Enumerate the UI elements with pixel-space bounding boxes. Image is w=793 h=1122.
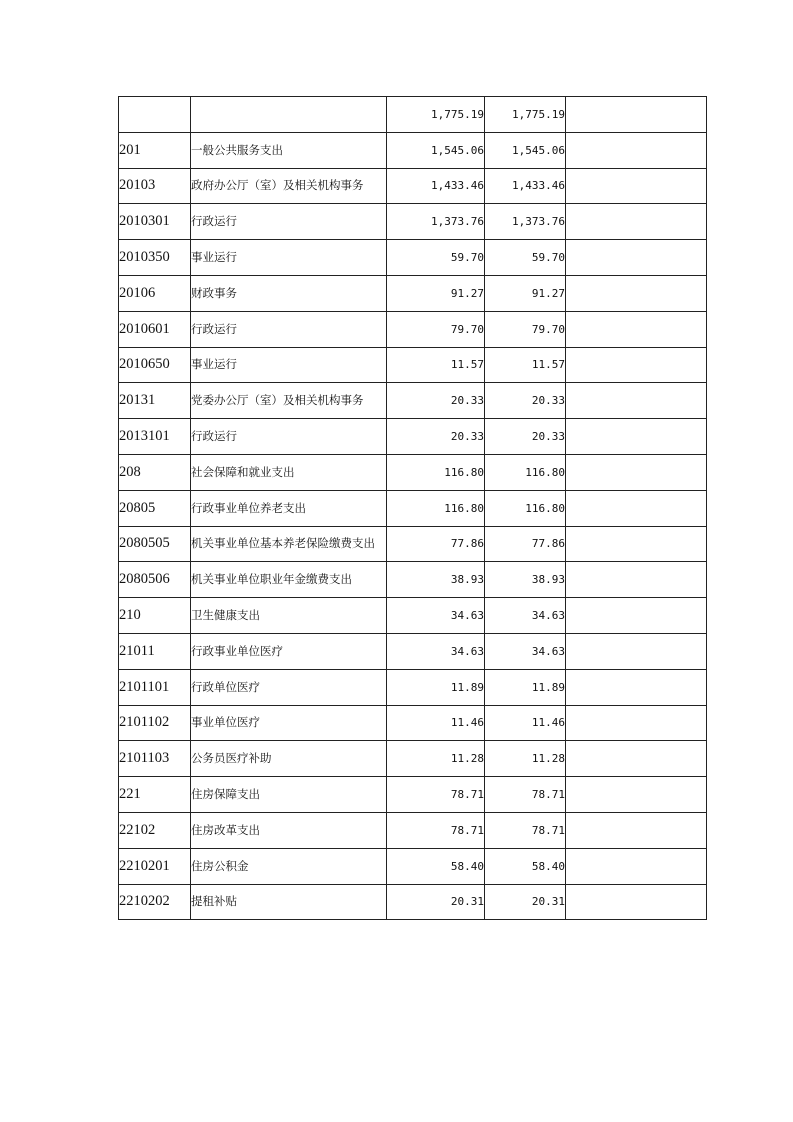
subject-code-cell: 2101102 <box>119 705 191 741</box>
subject-name-cell: 事业单位医疗 <box>191 705 387 741</box>
subject-code-cell: 20805 <box>119 490 191 526</box>
subject-name-cell: 行政运行 <box>191 419 387 455</box>
subject-code-cell: 20106 <box>119 275 191 311</box>
basic-expenditure-cell: 11.57 <box>485 347 566 383</box>
table-row <box>119 419 707 455</box>
subject-code-cell: 21011 <box>119 633 191 669</box>
basic-expenditure-cell: 34.63 <box>485 633 566 669</box>
basic-expenditure-cell: 78.71 <box>485 777 566 813</box>
project-expenditure-cell <box>566 526 707 562</box>
subject-code-cell <box>119 97 191 133</box>
project-expenditure-cell <box>566 741 707 777</box>
subject-code-cell: 2080505 <box>119 526 191 562</box>
table-row <box>119 347 707 383</box>
project-expenditure-cell <box>566 275 707 311</box>
total-amount-cell: 59.70 <box>387 240 485 276</box>
subject-name-cell <box>191 97 387 133</box>
subject-name-cell: 政府办公厅（室）及相关机构事务 <box>191 168 387 204</box>
subject-name-cell: 事业运行 <box>191 240 387 276</box>
basic-expenditure-cell: 59.70 <box>485 240 566 276</box>
project-expenditure-cell <box>566 848 707 884</box>
total-amount-cell: 78.71 <box>387 777 485 813</box>
basic-expenditure-cell: 11.46 <box>485 705 566 741</box>
subject-name-cell: 住房公积金 <box>191 848 387 884</box>
table-row <box>119 633 707 669</box>
project-expenditure-cell <box>566 884 707 920</box>
table-row <box>119 669 707 705</box>
subject-code-cell: 2010650 <box>119 347 191 383</box>
project-expenditure-cell <box>566 705 707 741</box>
subject-name-cell: 行政事业单位养老支出 <box>191 490 387 526</box>
total-amount-cell: 1,433.46 <box>387 168 485 204</box>
table-body <box>119 97 707 920</box>
total-amount-cell: 11.28 <box>387 741 485 777</box>
basic-expenditure-cell: 1,545.06 <box>485 132 566 168</box>
subject-name-cell: 行政事业单位医疗 <box>191 633 387 669</box>
table-row <box>119 777 707 813</box>
project-expenditure-cell <box>566 812 707 848</box>
basic-expenditure-cell: 34.63 <box>485 598 566 634</box>
basic-expenditure-cell: 79.70 <box>485 311 566 347</box>
basic-expenditure-cell: 11.28 <box>485 741 566 777</box>
basic-expenditure-cell: 20.33 <box>485 419 566 455</box>
total-amount-cell: 116.80 <box>387 454 485 490</box>
table-row <box>119 168 707 204</box>
project-expenditure-cell <box>566 311 707 347</box>
subject-code-cell: 20103 <box>119 168 191 204</box>
table-row <box>119 383 707 419</box>
project-expenditure-cell <box>566 383 707 419</box>
basic-expenditure-cell: 1,775.19 <box>485 97 566 133</box>
subject-name-cell: 提租补贴 <box>191 884 387 920</box>
basic-expenditure-cell: 38.93 <box>485 562 566 598</box>
subject-name-cell: 机关事业单位职业年金缴费支出 <box>191 562 387 598</box>
total-amount-cell: 11.89 <box>387 669 485 705</box>
total-amount-cell: 77.86 <box>387 526 485 562</box>
basic-expenditure-cell: 78.71 <box>485 812 566 848</box>
basic-expenditure-cell: 116.80 <box>485 454 566 490</box>
subject-name-cell: 卫生健康支出 <box>191 598 387 634</box>
subject-name-cell: 行政单位医疗 <box>191 669 387 705</box>
subject-code-cell: 2010601 <box>119 311 191 347</box>
table-row <box>119 741 707 777</box>
total-amount-cell: 11.46 <box>387 705 485 741</box>
subject-name-cell: 社会保障和就业支出 <box>191 454 387 490</box>
subject-code-cell: 22102 <box>119 812 191 848</box>
total-amount-cell: 20.33 <box>387 383 485 419</box>
total-amount-cell: 1,775.19 <box>387 97 485 133</box>
basic-expenditure-cell: 20.31 <box>485 884 566 920</box>
project-expenditure-cell <box>566 777 707 813</box>
table-row <box>119 97 707 133</box>
basic-expenditure-cell: 91.27 <box>485 275 566 311</box>
subject-name-cell: 行政运行 <box>191 204 387 240</box>
total-amount-cell: 11.57 <box>387 347 485 383</box>
table-row <box>119 705 707 741</box>
table-row <box>119 132 707 168</box>
subject-code-cell: 210 <box>119 598 191 634</box>
project-expenditure-cell <box>566 633 707 669</box>
table-row <box>119 884 707 920</box>
total-amount-cell: 20.31 <box>387 884 485 920</box>
total-amount-cell: 58.40 <box>387 848 485 884</box>
project-expenditure-cell <box>566 168 707 204</box>
project-expenditure-cell <box>566 97 707 133</box>
subject-code-cell: 201 <box>119 132 191 168</box>
total-amount-cell: 34.63 <box>387 633 485 669</box>
table-row <box>119 848 707 884</box>
basic-expenditure-cell: 58.40 <box>485 848 566 884</box>
table-row <box>119 812 707 848</box>
total-amount-cell: 78.71 <box>387 812 485 848</box>
subject-name-cell: 党委办公厅（室）及相关机构事务 <box>191 383 387 419</box>
project-expenditure-cell <box>566 669 707 705</box>
basic-expenditure-cell: 20.33 <box>485 383 566 419</box>
total-amount-cell: 1,373.76 <box>387 204 485 240</box>
subject-code-cell: 2210201 <box>119 848 191 884</box>
subject-code-cell: 20131 <box>119 383 191 419</box>
subject-name-cell: 机关事业单位基本养老保险缴费支出 <box>191 526 387 562</box>
subject-code-cell: 2010350 <box>119 240 191 276</box>
project-expenditure-cell <box>566 347 707 383</box>
subject-name-cell: 财政事务 <box>191 275 387 311</box>
project-expenditure-cell <box>566 240 707 276</box>
total-amount-cell: 79.70 <box>387 311 485 347</box>
project-expenditure-cell <box>566 490 707 526</box>
subject-code-cell: 2013101 <box>119 419 191 455</box>
table-row <box>119 311 707 347</box>
subject-name-cell: 行政运行 <box>191 311 387 347</box>
subject-code-cell: 2010301 <box>119 204 191 240</box>
subject-name-cell: 住房保障支出 <box>191 777 387 813</box>
total-amount-cell: 91.27 <box>387 275 485 311</box>
basic-expenditure-cell: 1,433.46 <box>485 168 566 204</box>
project-expenditure-cell <box>566 419 707 455</box>
total-amount-cell: 1,545.06 <box>387 132 485 168</box>
project-expenditure-cell <box>566 454 707 490</box>
total-amount-cell: 20.33 <box>387 419 485 455</box>
project-expenditure-cell <box>566 598 707 634</box>
subject-code-cell: 221 <box>119 777 191 813</box>
total-amount-cell: 116.80 <box>387 490 485 526</box>
project-expenditure-cell <box>566 132 707 168</box>
table-row <box>119 526 707 562</box>
expenditure-table <box>118 96 707 920</box>
subject-code-cell: 208 <box>119 454 191 490</box>
subject-code-cell: 2080506 <box>119 562 191 598</box>
table-row <box>119 275 707 311</box>
basic-expenditure-cell: 116.80 <box>485 490 566 526</box>
subject-code-cell: 2210202 <box>119 884 191 920</box>
project-expenditure-cell <box>566 204 707 240</box>
subject-code-cell: 2101101 <box>119 669 191 705</box>
subject-name-cell: 事业运行 <box>191 347 387 383</box>
basic-expenditure-cell: 11.89 <box>485 669 566 705</box>
subject-name-cell: 公务员医疗补助 <box>191 741 387 777</box>
table-row <box>119 598 707 634</box>
table-row <box>119 240 707 276</box>
total-amount-cell: 38.93 <box>387 562 485 598</box>
table-row <box>119 562 707 598</box>
basic-expenditure-cell: 1,373.76 <box>485 204 566 240</box>
table-row <box>119 454 707 490</box>
subject-name-cell: 住房改革支出 <box>191 812 387 848</box>
table-row <box>119 490 707 526</box>
table-row <box>119 204 707 240</box>
subject-name-cell: 一般公共服务支出 <box>191 132 387 168</box>
project-expenditure-cell <box>566 562 707 598</box>
subject-code-cell: 2101103 <box>119 741 191 777</box>
basic-expenditure-cell: 77.86 <box>485 526 566 562</box>
total-amount-cell: 34.63 <box>387 598 485 634</box>
